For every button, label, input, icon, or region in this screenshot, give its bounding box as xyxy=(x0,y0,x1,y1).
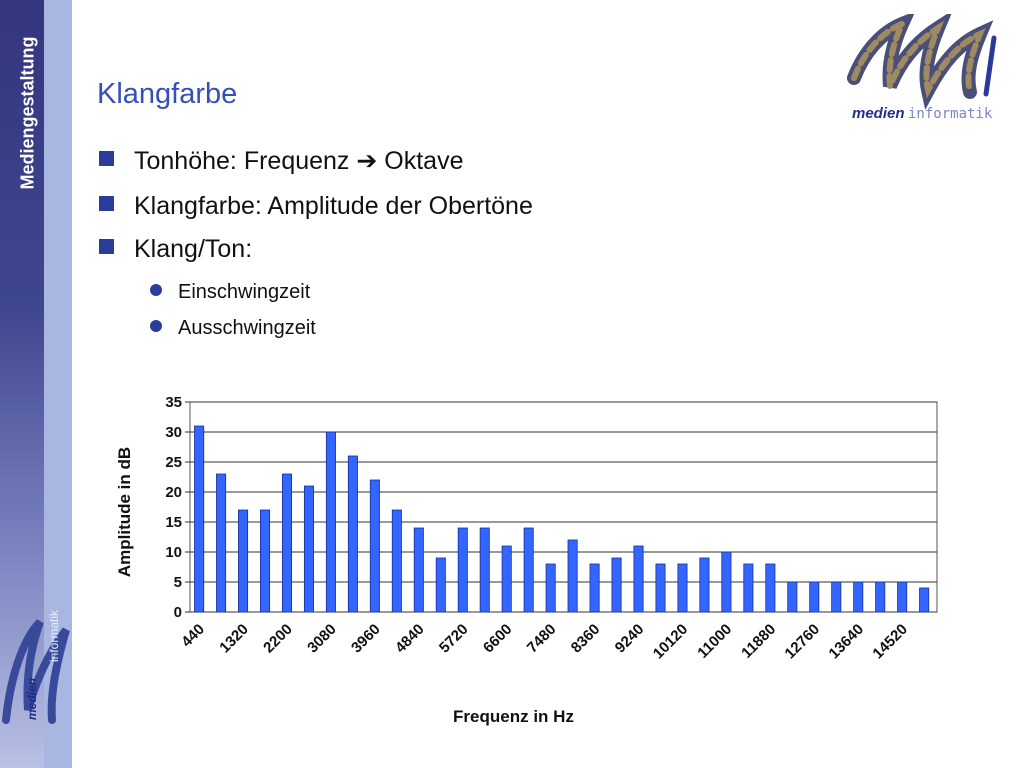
y-tick-label: 0 xyxy=(173,604,182,621)
sidebar-logo-word2: informatik xyxy=(47,610,61,663)
logo-word-informatik: informatik xyxy=(908,106,993,122)
bar xyxy=(370,480,379,612)
bullet-klangfarbe xyxy=(99,192,533,221)
bar xyxy=(854,582,863,612)
y-tick-label: 35 xyxy=(165,394,182,411)
bar xyxy=(568,540,577,612)
square-bullet-icon xyxy=(99,239,114,254)
bar xyxy=(282,474,291,612)
x-tick-label: 13640 xyxy=(825,620,868,663)
bar xyxy=(458,528,467,612)
sidebar-title-text: Mediengestaltung xyxy=(17,36,38,190)
bar xyxy=(238,510,247,612)
bar xyxy=(590,564,599,612)
x-tick-label: 3960 xyxy=(348,620,384,657)
plot-area xyxy=(190,402,937,612)
square-bullet-icon xyxy=(99,151,114,166)
sidebar-logo-word1: medien xyxy=(25,677,39,720)
x-tick-label: 440 xyxy=(178,620,208,651)
sidebar-medieninformatik-logo xyxy=(0,570,72,768)
bullet-tonhoehe xyxy=(99,146,463,176)
x-tick-label: 2200 xyxy=(260,620,296,657)
x-tick-label: 1320 xyxy=(216,620,252,657)
x-tick-label: 8360 xyxy=(567,620,604,657)
bar xyxy=(920,588,929,612)
bar xyxy=(612,558,621,612)
bar xyxy=(788,582,797,612)
y-tick-label: 5 xyxy=(173,574,182,591)
bullet-klang-ton xyxy=(99,235,252,264)
bar xyxy=(216,474,225,612)
bar xyxy=(436,558,445,612)
round-bullet-icon xyxy=(150,320,162,332)
x-tick-label: 14520 xyxy=(869,620,912,663)
bar xyxy=(634,546,643,612)
bar xyxy=(326,432,335,612)
sub-bullet-ausschwingzeit xyxy=(150,317,316,340)
bar xyxy=(414,528,423,612)
bar xyxy=(898,582,907,612)
bullet-text: Klang/Ton: xyxy=(134,235,253,263)
bar xyxy=(744,564,753,612)
y-tick-label: 25 xyxy=(165,454,182,471)
bar xyxy=(304,486,313,612)
x-tick-label: 7480 xyxy=(523,620,560,657)
bar xyxy=(810,582,819,612)
y-tick-label: 10 xyxy=(165,544,182,561)
x-axis-label: Frequenz in Hz xyxy=(453,707,574,726)
sidebar xyxy=(0,0,72,768)
bar xyxy=(502,546,511,612)
bullet-text: Tonhöhe: Frequenz ➔ Oktave xyxy=(134,147,464,175)
x-tick-label: 4840 xyxy=(392,620,428,657)
x-tick-label: 6600 xyxy=(479,620,516,657)
bar xyxy=(392,510,401,612)
bar xyxy=(766,564,775,612)
x-tick-label: 5720 xyxy=(435,620,472,657)
bar xyxy=(195,426,204,612)
bar xyxy=(480,528,489,612)
medieninformatik-logo xyxy=(846,14,1016,126)
bar xyxy=(832,582,841,612)
y-tick-label: 20 xyxy=(165,484,182,501)
y-axis-label: Amplitude in dB xyxy=(115,446,134,578)
round-bullet-icon xyxy=(150,284,162,296)
x-tick-label: 11000 xyxy=(694,620,736,662)
bar xyxy=(348,456,357,612)
sidebar-title xyxy=(14,18,42,208)
bar xyxy=(722,552,731,612)
x-tick-label: 11880 xyxy=(738,620,780,662)
sub-bullet-einschwingzeit xyxy=(150,281,310,304)
bar xyxy=(546,564,555,612)
x-tick-label: 9240 xyxy=(611,620,648,657)
bar xyxy=(260,510,269,612)
bullet-text: Klangfarbe: Amplitude der Obertöne xyxy=(134,192,533,220)
amplitude-frequency-chart xyxy=(100,385,950,735)
bar xyxy=(656,564,665,612)
bar xyxy=(876,582,885,612)
sub-bullet-text: Einschwingzeit xyxy=(178,281,311,303)
bar xyxy=(700,558,709,612)
square-bullet-icon xyxy=(99,196,114,211)
x-tick-label: 3080 xyxy=(304,620,340,657)
y-tick-label: 15 xyxy=(165,514,182,531)
x-tick-label: 10120 xyxy=(649,620,692,663)
x-tick-label: 12760 xyxy=(781,620,824,663)
logo-word-medien: medien xyxy=(852,105,905,122)
y-tick-label: 30 xyxy=(165,424,182,441)
page-title: Klangfarbe xyxy=(97,78,238,110)
bar xyxy=(524,528,533,612)
bar xyxy=(678,564,687,612)
sub-bullet-text: Ausschwingzeit xyxy=(178,317,316,339)
